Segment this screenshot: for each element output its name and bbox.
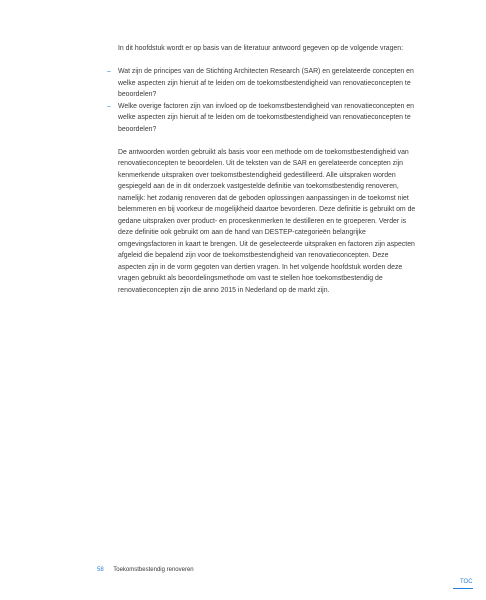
dash-bullet: – xyxy=(107,68,111,75)
main-text xyxy=(107,43,418,296)
question-item xyxy=(107,66,418,101)
question-text: Welke overige factoren zijn van invloed op de toekomstbestendigheid van renovatieconcepten en welke aspecten zijn hieruit af te leiden om de toekomstbestendigheid van renovatieconcepten te beoordelen? xyxy=(118,102,414,133)
question-list xyxy=(107,66,418,135)
intro-paragraph: In dit hoofdstuk wordt er op basis van de literatuur antwoord gegeven op de volgende vragen: xyxy=(118,45,403,52)
body-paragraph: De antwoorden worden gebruikt als basis voor een methode om de toekomstbestendigheid van renovatieconcepten te beoordelen. Uit de teksten van de SAR en gerelateerde concepten zijn kenmerkende uitspraken over toekomstbestendigheid gedestilleerd. Alle uitspraken worden gespiegeld aan de in dit onderzoek vastgestelde definitie van toekomstbestendig renoveren, namelijk: het zodanig renoveren dat de geboden oplossingen aanpassingen in de toekomst niet belemmeren en bij voorkeur de mogelijkheid daartoe bevorderen. Deze definitie is gebruikt om de gedane uitspraken over product- en proceskenmerken te destilleren en te groeperen. Verder is deze definitie ook gebruikt om aan de hand van DESTEP-categorieën belangrijke omgevingsfactoren in kaart te brengen. Uit de geselecteerde uitspraken en factoren zijn aspecten afgeleid die bepalend zijn voor de toekomstbestendigheid van renovatieconcepten. Deze aspecten zijn in de vorm gegoten van dertien vragen. In het volgende hoofdstuk worden deze vragen gebruikt als beoordelingsmethode om vast te stellen hoe toekomstbestendig de renovatieconcepten zijn die anno 2015 in Nederland op de markt zijn. xyxy=(118,148,416,294)
toc-underline xyxy=(453,588,473,589)
dash-bullet: – xyxy=(107,102,111,110)
question-text: Wat zijn de principes van de Stichting Architecten Research (SAR) en gerelateerde concepten en welke aspecten zijn hieruit af te leiden om de toekomstbestendigheid van renovatieconcepten te beoordelen? xyxy=(118,68,414,98)
question-item xyxy=(107,101,418,136)
page-number: 58 xyxy=(97,567,104,573)
page-footer xyxy=(97,566,194,574)
toc-link[interactable]: TOC xyxy=(460,579,473,585)
running-title: Toekomstbestendig renoveren xyxy=(113,567,194,573)
